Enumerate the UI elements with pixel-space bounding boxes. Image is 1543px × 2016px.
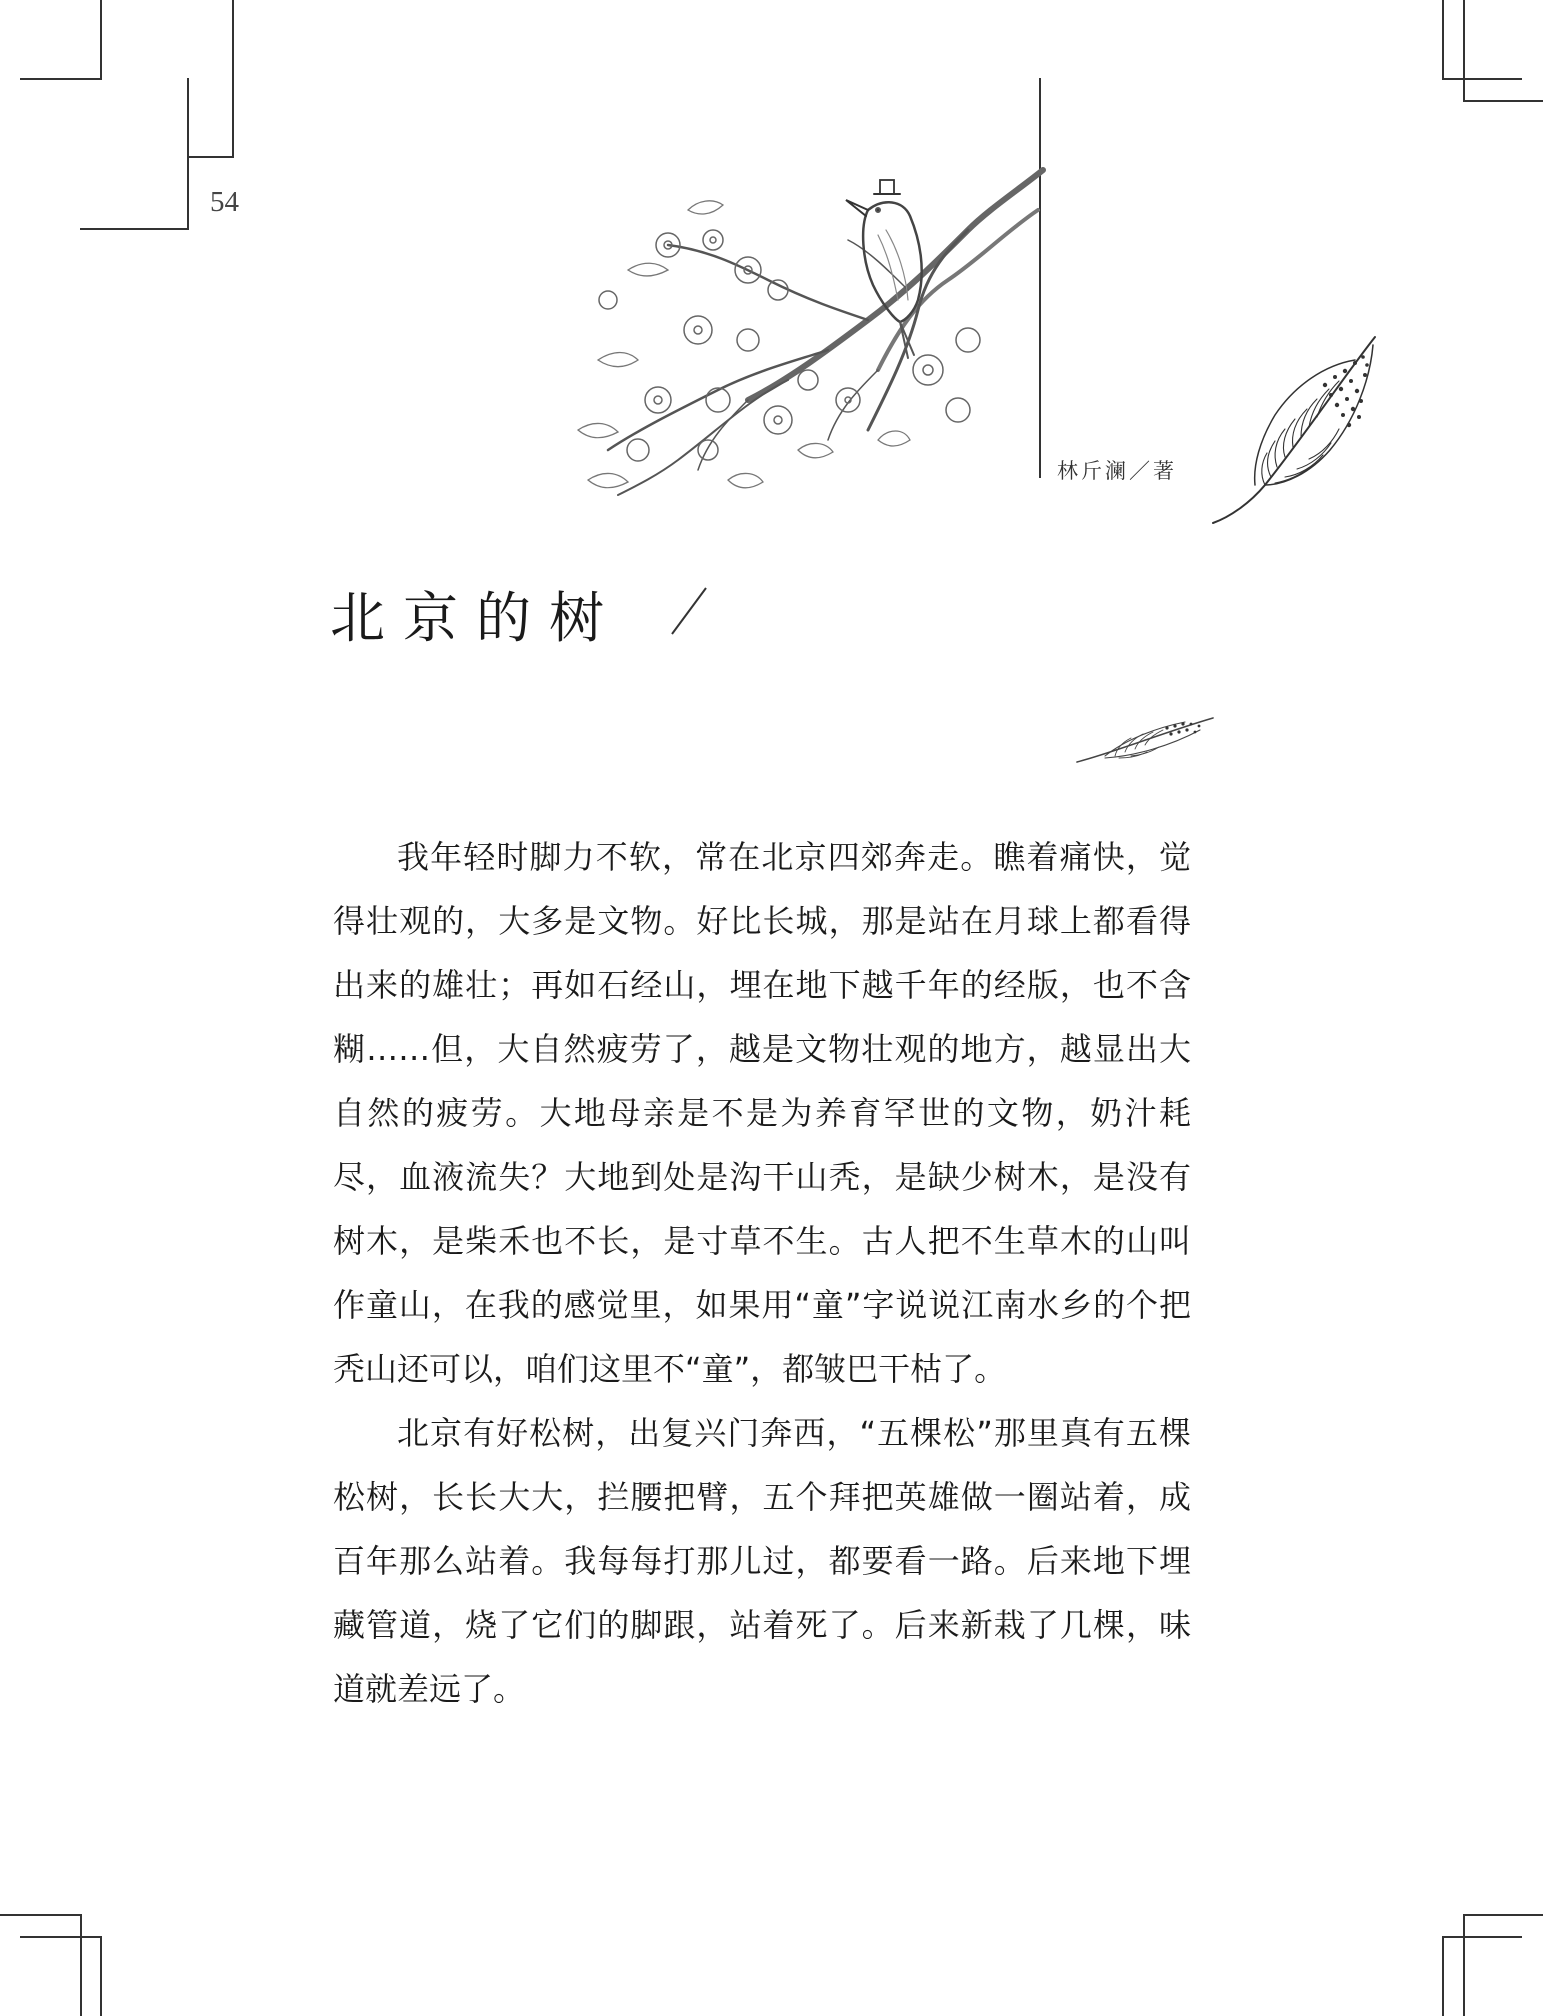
paragraph: 我年轻时脚力不软，常在北京四郊奔走。瞧着痛快，觉得壮观的，大多是文物。好比长城，那是站在月球上都看得出来的雄壮；再如石经山，埋在地下越千年的经版，也不含糊……但，大自然疲劳了，越是文物壮观的地方，越显出大自然的疲劳。大地母亲是不是为养育罕世的文物，奶汁耗尽，血液流失？大地到处是沟干山秃，是缺少树木，是没有树木，是柴禾也不长，是寸草不生。古人把不生草木的山叫作童山，在我的感觉里，如果用“童”字说说江南水乡的个把秃山还可以，咱们这里不“童”，都皱巴干枯了。 xyxy=(333,838,1191,1388)
crop-mark xyxy=(187,156,233,158)
crop-mark xyxy=(1442,0,1444,80)
crop-mark xyxy=(1442,1936,1444,2016)
crop-mark xyxy=(1442,1936,1522,1938)
article-body xyxy=(333,825,1191,1721)
title-slash-decoration xyxy=(668,586,708,636)
crop-mark xyxy=(1463,1914,1543,1916)
crop-mark xyxy=(1463,1914,1465,2016)
feather-icon xyxy=(1205,335,1380,525)
article-title: 北京的树 xyxy=(330,586,623,650)
crop-mark xyxy=(1442,78,1522,80)
bird-on-branch-illustration xyxy=(548,150,1048,500)
crop-mark xyxy=(100,1936,102,2016)
paragraph: 北京有好松树，出复兴门奔西，“五棵松”那里真有五棵松树，长长大大，拦腰把臂，五个拜把英雄做一圈站着，成百年那么站着。我每每打那儿过，都要看一路。后来地下埋藏管道，烧了它们的脚跟，站着死了。后来新栽了几棵，味道就差远了。 xyxy=(333,1414,1191,1708)
crop-mark xyxy=(232,0,234,158)
crop-mark xyxy=(1463,0,1465,100)
author-byline: 林斤澜／著 xyxy=(1057,459,1177,483)
crop-mark xyxy=(80,1914,82,2016)
crop-mark xyxy=(20,1936,102,1938)
feather-icon xyxy=(1075,712,1215,767)
page-number: 54 xyxy=(210,186,239,218)
crop-mark xyxy=(100,0,102,80)
crop-mark xyxy=(80,228,188,230)
crop-mark xyxy=(1463,100,1543,102)
crop-mark xyxy=(20,78,100,80)
crop-mark xyxy=(187,78,189,230)
crop-mark xyxy=(0,1914,80,1916)
